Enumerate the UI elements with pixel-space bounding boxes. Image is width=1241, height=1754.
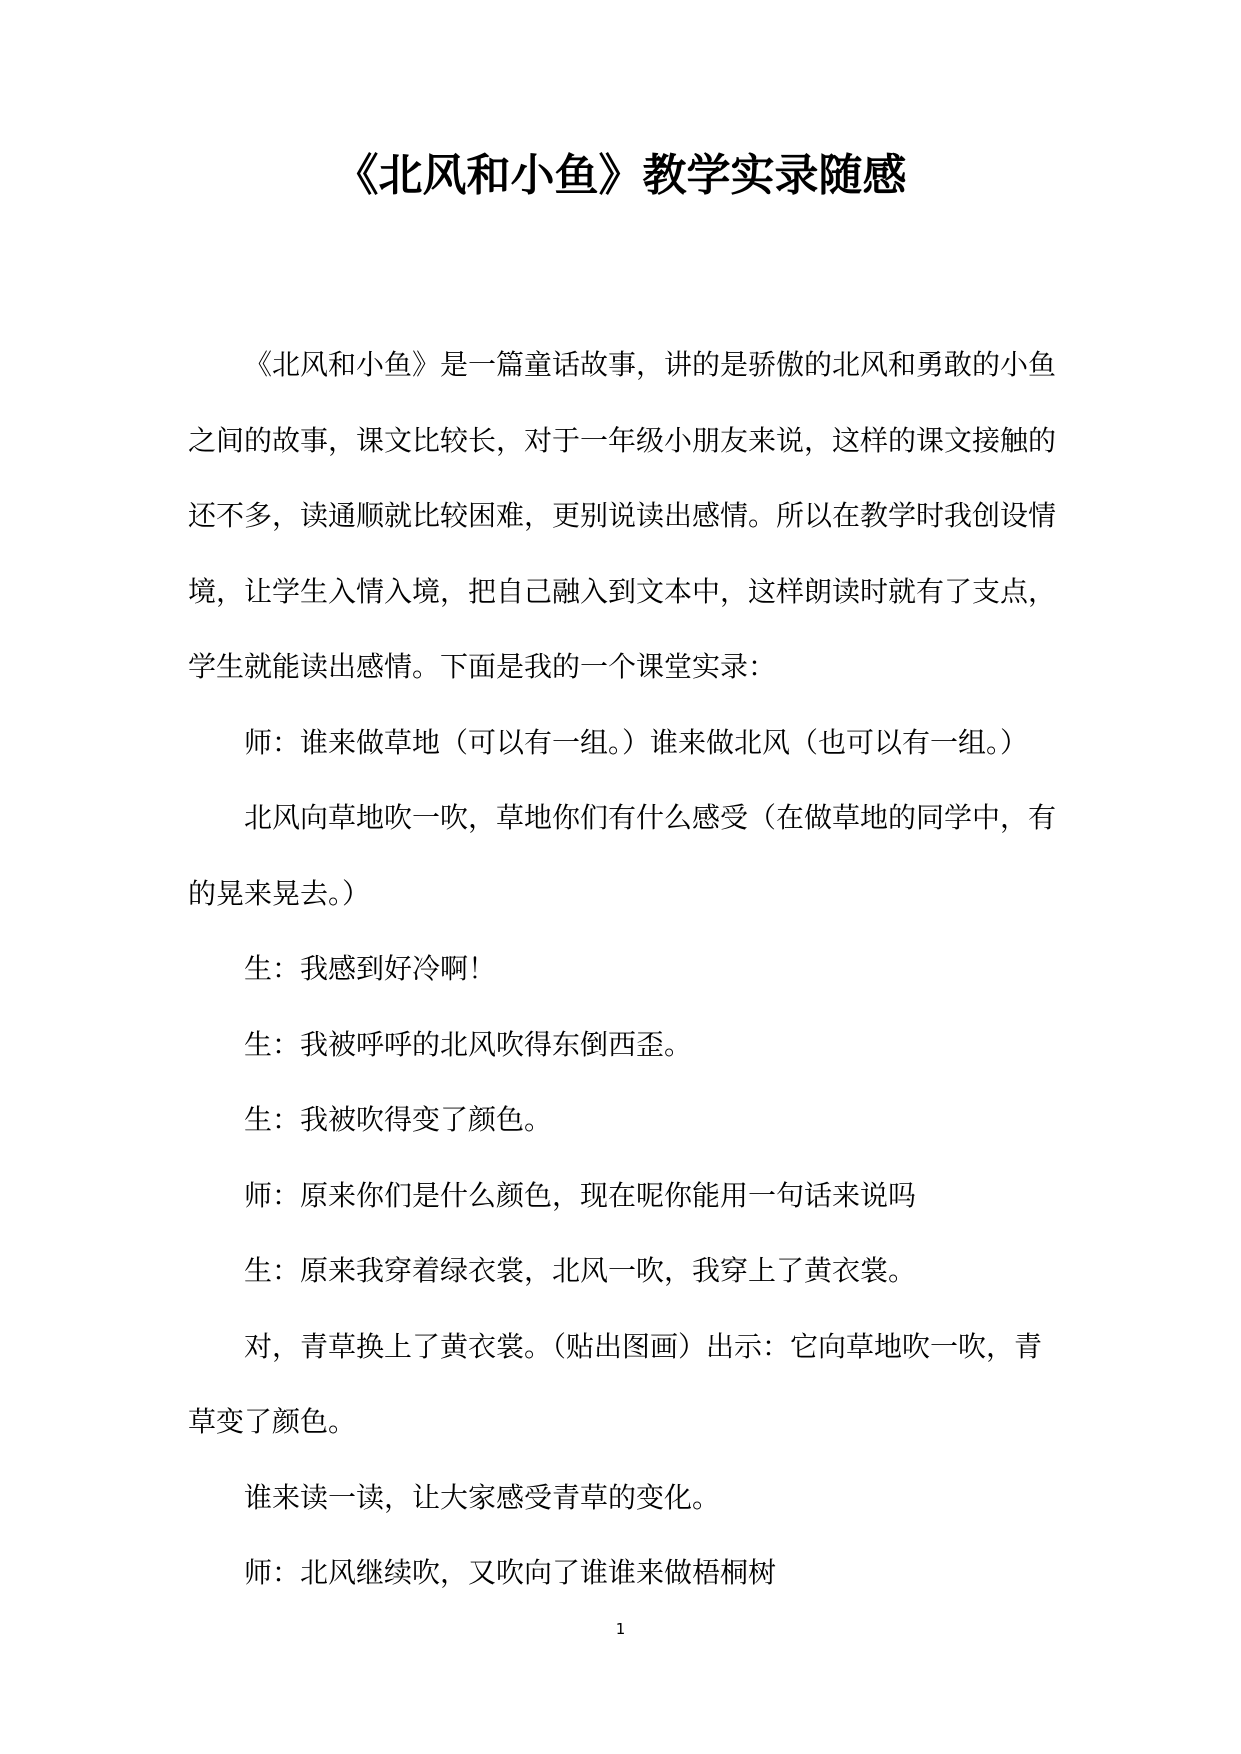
document-title: 《北风和小鱼》教学实录随感 (334, 150, 907, 201)
paragraph-student-1: 生：我感到好冷啊！ (244, 952, 497, 985)
paragraph-teacher-2: 师：原来你们是什么颜色，现在呢你能用一句话来说吗 (244, 1178, 917, 1212)
paragraph-intro: 《北风和小鱼》是一篇童话故事，讲的是骄傲的北风和勇敢的小鱼之间的故事，课文比较长，对于一年级小朋友来说，这样的课文接触的还不多，读通顺就比较困难，更别说读出感情。所以在教学时我创设情境，让学生入情入境，把自己融入到文本中，这样朗读时就有了支点，学生就能读出感情。下面是我的一个课堂实录： (188, 348, 1057, 683)
paragraph-teacher-3: 师：北风继续吹，又吹向了谁谁来做梧桐树 (244, 1556, 777, 1589)
paragraph-student-3: 生：我被吹得变了颜色。 (244, 1103, 553, 1136)
paragraph-narration-2: 对，青草换上了黄衣裳。（贴出图画）出示：它向草地吹一吹，青草变了颜色。 (188, 1329, 1043, 1438)
paragraph-student-4: 生：原来我穿着绿衣裳，北风一吹，我穿上了黄衣裳。 (244, 1254, 917, 1287)
paragraph-teacher-1: 师：谁来做草地（可以有一组。）谁来做北风（也可以有一组。） (244, 725, 1029, 759)
document-body (188, 327, 1068, 1611)
paragraph-student-2: 生：我被呼呼的北风吹得东倒西歪。 (244, 1027, 693, 1061)
page-number: 1 (615, 1620, 626, 1638)
paragraph-narration-3: 谁来读一读，让大家感受青草的变化。 (244, 1480, 721, 1514)
paragraph-narration-1: 北风向草地吹一吹，草地你们有什么感受（在做草地的同学中，有的晃来晃去。） (188, 801, 1057, 910)
